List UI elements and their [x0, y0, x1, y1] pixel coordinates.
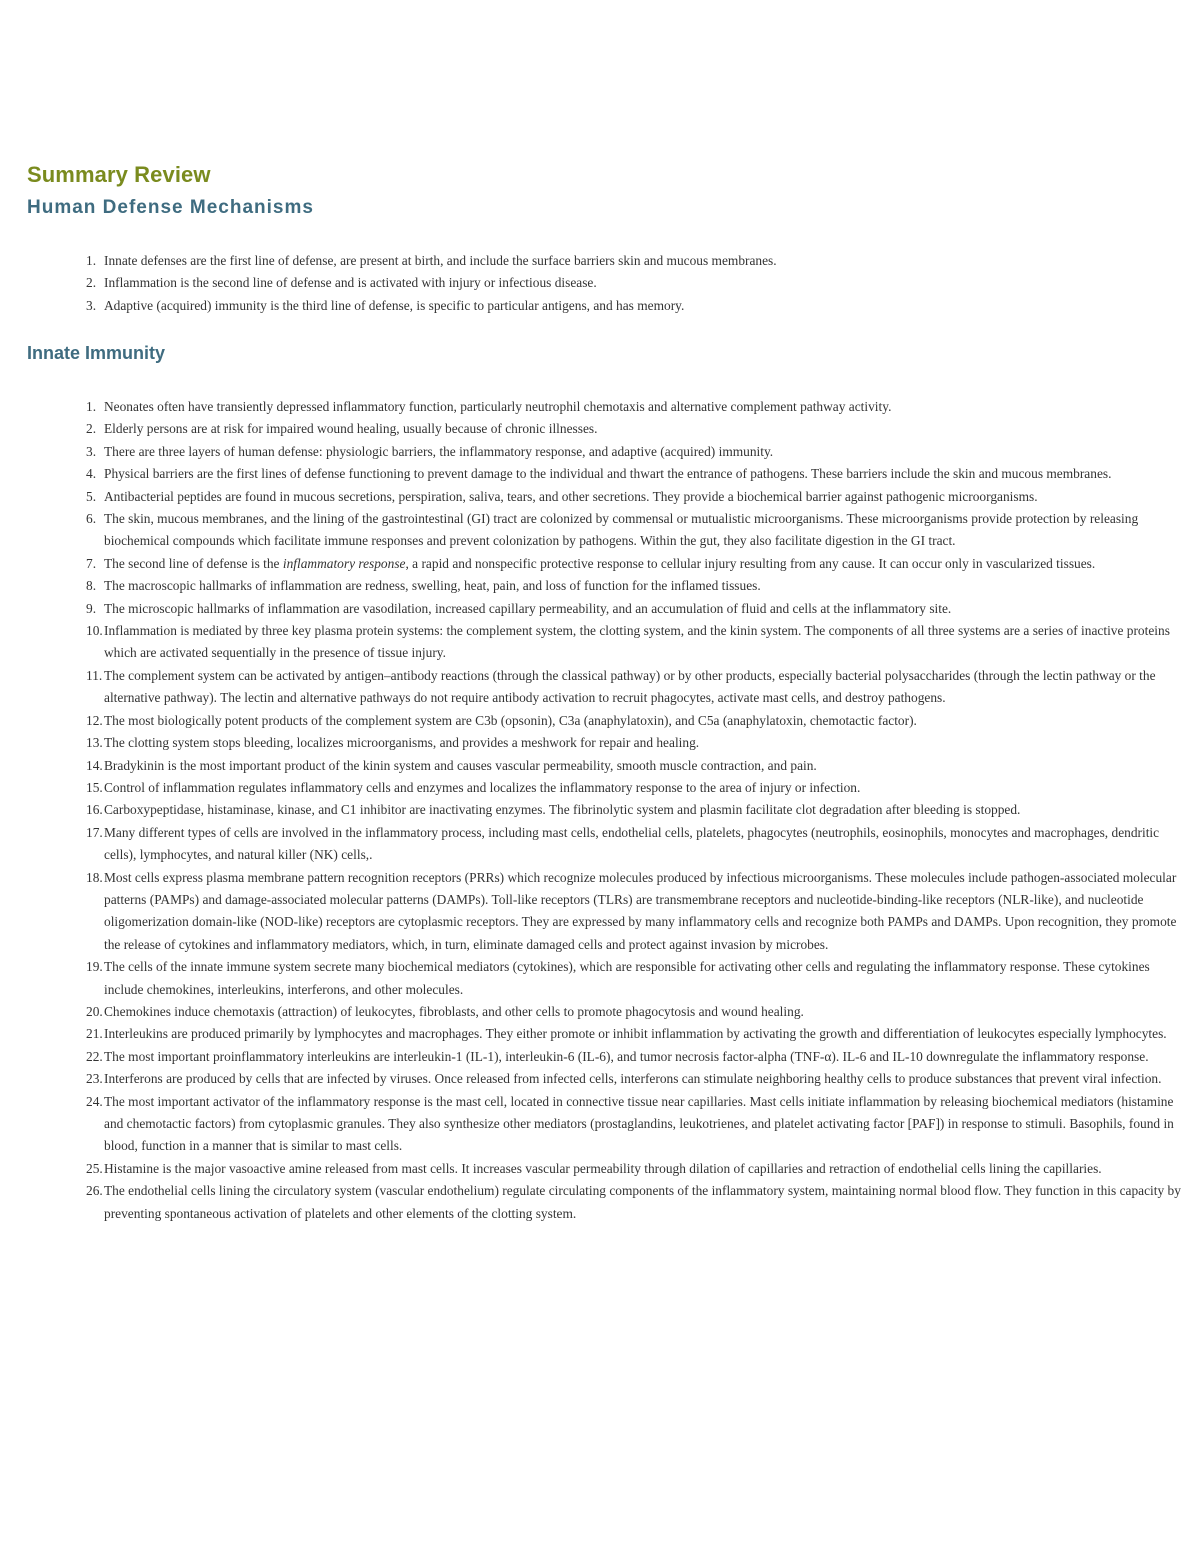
list-item [88, 1001, 1188, 1023]
item-number: 2. [86, 275, 97, 291]
item-text: Physical barriers are the first lines of defense functioning to prevent damage to the individual and thwart the entrance of pathogens. These barriers include the skin and mucous membranes. [104, 466, 1112, 482]
item-text: The macroscopic hallmarks of inflammation are redness, swelling, heat, pain, and loss of function for the inflamed tissues. [104, 578, 761, 594]
item-text: Inflammation is mediated by three key plasma protein systems: the complement system, the clotting system, and the kinin system. The components of all three systems are a series of inactive proteins which are activated sequentially in the presence of tissue injury. [104, 623, 1170, 661]
list-item [88, 755, 1188, 777]
item-text: Interferons are produced by cells that are infected by viruses. Once released from infected cells, interferons can stimulate neighboring healthy cells to produce substances that prevent viral infection. [104, 1071, 1162, 1087]
item-number: 19. [86, 959, 103, 975]
list-item [88, 508, 1188, 553]
item-text [102, 553, 1188, 575]
list-item [88, 463, 1188, 485]
list-item [88, 732, 1188, 754]
list-item [88, 418, 1188, 440]
item-text-before: The second line of defense is the [104, 555, 283, 571]
item-number: 13. [86, 735, 103, 751]
item-number: 3. [86, 443, 97, 459]
item-number: 6. [86, 511, 97, 527]
item-number: 23. [86, 1071, 103, 1087]
item-text: The most biologically potent products of the complement system are C3b (opsonin), C3a (anaphylatoxin), and C5a (anaphylatoxin, chemotactic factor). [104, 712, 917, 728]
item-number: 15. [86, 779, 103, 795]
item-number: 16. [86, 802, 103, 818]
list-item [88, 250, 1178, 272]
item-number: 1. [86, 253, 97, 268]
item-text-italic: inflammatory response [282, 555, 406, 571]
list-item [88, 777, 1188, 799]
list-item [88, 1068, 1188, 1090]
list-item [88, 396, 1188, 418]
item-text: The skin, mucous membranes, and the lining of the gastrointestinal (GI) tract are colonized by commensal or mutualistic microorganisms. These microorganisms provide protection by releasing biochemical compounds which facilitate immune responses and prevent colonization by pathogens. Within the gut, they also facilitate digestion in the GI tract. [104, 511, 1139, 549]
list-item [88, 620, 1188, 665]
item-text: The most important proinflammatory interleukins are interleukin-1 (IL-1), interleukin-6 (IL-6), and tumor necrosis factor-alpha (TNF-α). IL-6 and IL-10 downregulate the inflammatory response. [104, 1048, 1149, 1064]
item-number: 21. [86, 1026, 103, 1042]
list-item [88, 295, 1178, 317]
item-text: The cells of the innate immune system secrete many biochemical mediators (cytokines), which are responsible for activating other cells and regulating the inflammatory response. These cytokines include chemokines, interleukins, interferons, and other molecules. [104, 959, 1150, 997]
defense-list [88, 250, 1178, 317]
item-text: Elderly persons are at risk for impaired wound healing, usually because of chronic illnesses. [104, 421, 598, 437]
list-item [88, 1023, 1188, 1045]
item-number: 12. [86, 712, 103, 728]
item-text: Chemokines induce chemotaxis (attraction) of leukocytes, fibroblasts, and other cells to promote phagocytosis and wound healing. [104, 1003, 804, 1019]
item-number: 14. [86, 757, 103, 773]
list-item [88, 575, 1188, 597]
item-text: Carboxypeptidase, histaminase, kinase, and C1 inhibitor are inactivating enzymes. The fibrinolytic system and plasmin facilitate clot degradation after bleeding is stopped. [104, 802, 1021, 818]
item-text: Histamine is the major vasoactive amine released from mast cells. It increases vascular permeability through dilation of capillaries and retraction of endothelial cells lining the capillaries. [104, 1160, 1102, 1176]
item-number: 1. [86, 399, 97, 414]
list-item [88, 665, 1188, 710]
list-item [88, 1091, 1188, 1158]
item-text: The clotting system stops bleeding, localizes microorganisms, and provides a meshwork for repair and healing. [104, 735, 700, 751]
item-text-after: , a rapid and nonspecific protective response to cellular injury resulting from any cause. It can occur only in vascularized tissues. [405, 555, 1096, 571]
item-text: Inflammation is the second line of defense and is activated with injury or infectious disease. [104, 275, 597, 291]
item-number: 25. [86, 1160, 103, 1176]
list-item [88, 441, 1188, 463]
item-number: 3. [86, 297, 97, 313]
list-item [88, 1046, 1188, 1068]
item-number: 5. [86, 488, 97, 504]
item-text: Innate defenses are the first line of defense, are present at birth, and include the surface barriers skin and mucous membranes. [104, 253, 777, 268]
item-text: The endothelial cells lining the circulatory system (vascular endothelium) regulate circulating components of the inflammatory system, maintaining normal blood flow. They function in this capacity by preventing spontaneous activation of platelets and other elements of the clotting system. [104, 1183, 1181, 1221]
item-number: 4. [86, 466, 97, 482]
list-item [88, 1158, 1188, 1180]
item-number: 10. [86, 623, 103, 639]
item-text: Bradykinin is the most important product of the kinin system and causes vascular permeability, smooth muscle contraction, and pain. [104, 757, 817, 773]
item-text: Interleukins are produced primarily by lymphocytes and macrophages. They either promote or inhibit inflammation by activating the growth and differentiation of leukocytes especially lymphocytes. [104, 1026, 1167, 1042]
item-text: Many different types of cells are involved in the inflammatory process, including mast cells, endothelial cells, platelets, phagocytes (neutrophils, eosinophils, monocytes and macrophages, dendritic cells), lymphocytes, and natural killer (NK) cells,. [104, 824, 1160, 863]
list-item [88, 553, 1188, 575]
list-item [88, 486, 1188, 508]
item-number: 18. [86, 869, 103, 885]
list-item [88, 867, 1188, 957]
item-text: Adaptive (acquired) immunity is the third line of defense, is specific to particular antigens, and has memory. [104, 297, 685, 313]
list-item [88, 710, 1188, 732]
item-number: 24. [86, 1093, 103, 1109]
item-text: The most important activator of the inflammatory response is the mast cell, located in connective tissue near capillaries. Mast cells initiate inflammation by releasing biochemical mediators (histamine and chemotactic factors) from cytoplasmic granules. They also synthesize other mediators (prostaglandins, leukotrienes, and platelet activating factor [PAF]) in response to stimuli. Basophils, found in blood, function in a manner that is similar to mast cells. [104, 1093, 1174, 1154]
item-text: Most cells express plasma membrane pattern recognition receptors (PRRs) which recognize molecules produced by infectious microorganisms. These molecules include pathogen-associated molecular patterns (PAMPs) and damage-associated molecular patterns (DAMPs). Toll-like receptors (TLRs) are transmembrane receptors and nucleotide-binding-like receptors (NLR-like), and nucleotide oligomerization domain-like (NOD-like) receptors are cytoplasmic receptors. They are expressed by many inflammatory cells and recognize both PAMPs and DAMPs. Upon recognition, they promote the release of cytokines and inflammatory mediators, which, in turn, eliminate damaged cells and protect against invasion by microbes. [104, 869, 1177, 952]
item-text: There are three layers of human defense: physiologic barriers, the inflammatory response, and adaptive (acquired) immunity. [104, 443, 774, 459]
item-number: 7. [86, 555, 97, 571]
item-text: Neonates often have transiently depressed inflammatory function, particularly neutrophil chemotaxis and alternative complement pathway activity. [104, 399, 892, 414]
list-item [88, 956, 1188, 1001]
item-number: 9. [86, 600, 97, 616]
list-item [88, 1180, 1188, 1225]
item-number: 20. [86, 1003, 103, 1019]
list-item [88, 799, 1188, 821]
innate-immunity-list [88, 396, 1188, 1225]
item-number: 26. [86, 1183, 103, 1199]
list-item [88, 272, 1178, 294]
item-number: 8. [86, 578, 97, 594]
item-text: Control of inflammation regulates inflammatory cells and enzymes and localizes the inflammatory response to the area of injury or infection. [104, 779, 861, 795]
list-item [88, 822, 1188, 867]
list-item [88, 598, 1188, 620]
item-number: 11. [86, 667, 103, 683]
page-title: Summary Review [27, 162, 211, 187]
item-number: 17. [86, 824, 103, 840]
item-number: 2. [86, 421, 97, 437]
item-text: The complement system can be activated by antigen–antibody reactions (through the classical pathway) or by other products, especially bacterial polysaccharides (through the lectin pathway or the alternative pathway). The lectin and alternative pathways do not require antibody activation to recruit phagocytes, activate mast cells, and destroy pathogens. [104, 667, 1156, 706]
item-text: The microscopic hallmarks of inflammation are vasodilation, increased capillary permeability, and an accumulation of fluid and cells at the inflammatory site. [104, 600, 952, 616]
item-number: 22. [86, 1048, 103, 1064]
innate-immunity-heading: Innate Immunity [27, 343, 166, 363]
section-subtitle: Human Defense Mechanisms [27, 197, 314, 218]
item-text: Antibacterial peptides are found in mucous secretions, perspiration, saliva, tears, and other secretions. They provide a biochemical barrier against pathogenic microorganisms. [104, 488, 1038, 504]
